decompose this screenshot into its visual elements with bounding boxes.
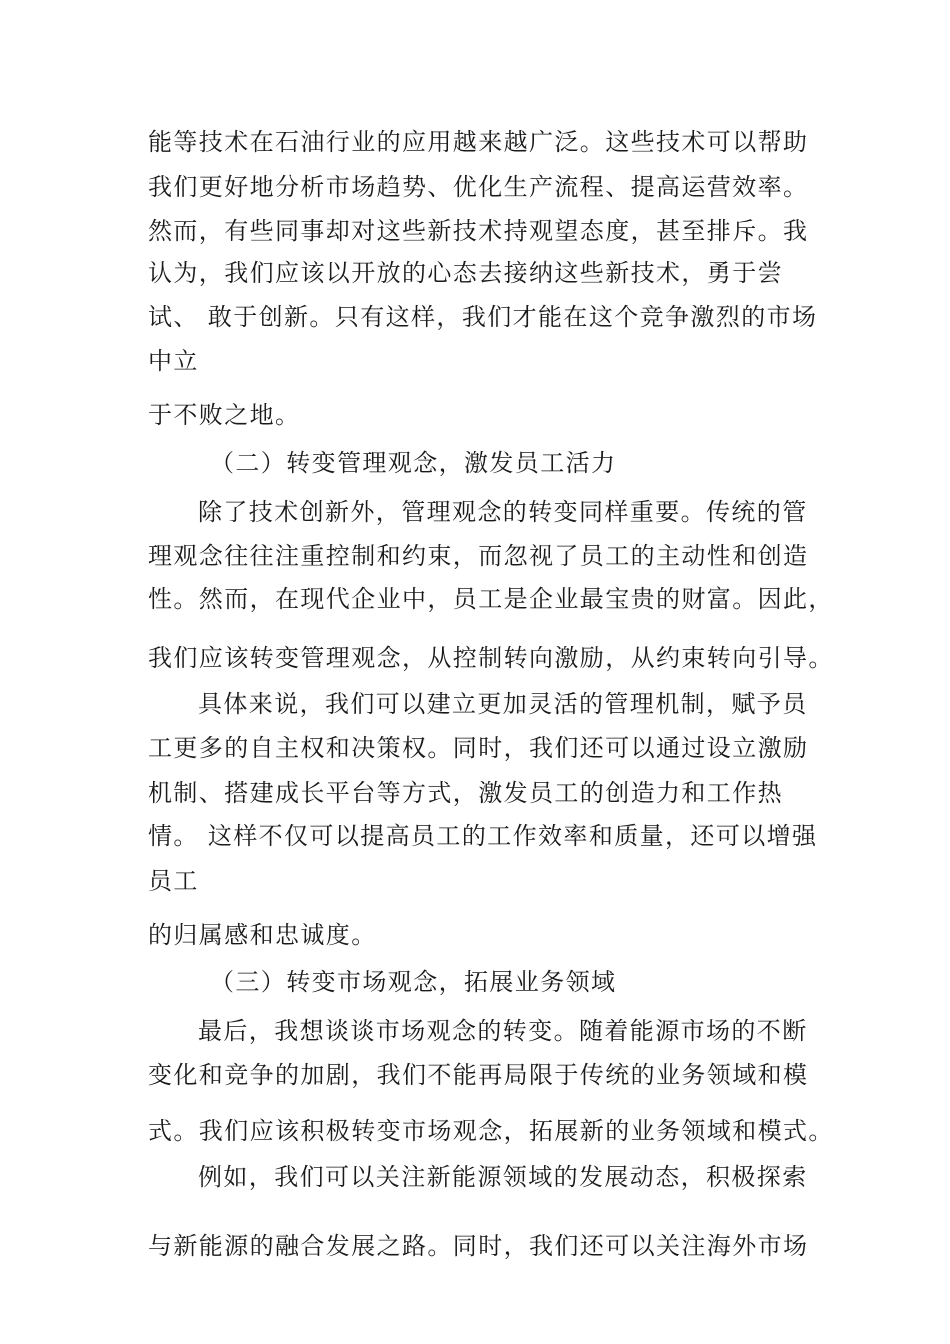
paragraph-line: 式。我们应该积极转变市场观念，拓展新的业务领域和模式。 (148, 1117, 834, 1145)
paragraph-line: 变化和竞争的加剧，我们不能再局限于传统的业务领域和模 (148, 1061, 809, 1089)
paragraph-line: 能等技术在石油行业的应用越来越广泛。这些技术可以帮助 (148, 128, 809, 156)
paragraph-line: 具体来说，我们可以建立更加灵活的管理机制，赋予员 (198, 690, 808, 718)
paragraph-line: 与新能源的融合发展之路。同时，我们还可以关注海外市场 (148, 1232, 809, 1260)
paragraph-line: 理观念往往注重控制和约束，而忽视了员工的主动性和创造 (148, 542, 809, 570)
paragraph-line: 员工 (148, 867, 199, 895)
paragraph-line: 情。 这样不仅可以提高员工的工作效率和质量，还可以增强 (148, 822, 818, 850)
paragraph-line: 中立 (148, 347, 199, 375)
paragraph-line: 除了技术创新外，管理观念的转变同样重要。传统的管 (198, 498, 808, 526)
paragraph-line: 认为，我们应该以开放的心态去接纳这些新技术，勇于尝 (148, 259, 783, 287)
paragraph-line: 工更多的自主权和决策权。同时，我们还可以通过设立激励 (148, 734, 809, 762)
paragraph-line: 于不败之地。 (148, 401, 301, 429)
paragraph-line: 我们应该转变管理观念，从控制转向激励，从约束转向引导。 (148, 644, 834, 672)
paragraph-line: 机制、搭建成长平台等方式，激发员工的创造力和工作热 (148, 779, 783, 807)
paragraph-line: 试、 敢于创新。只有这样，我们才能在这个竞争激烈的市场 (148, 303, 818, 331)
paragraph-line: 我们更好地分析市场趋势、优化生产流程、提高运营效率。 (148, 173, 809, 201)
section-heading-3: （三）转变市场观念，拓展业务领域 (210, 968, 617, 996)
paragraph-line: 性。然而，在现代企业中，员工是企业最宝贵的财富。因此， (148, 585, 834, 613)
paragraph-line: 例如，我们可以关注新能源领域的发展动态，积极探索 (198, 1163, 808, 1191)
paragraph-line: 最后，我想谈谈市场观念的转变。随着能源市场的不断 (198, 1017, 808, 1045)
paragraph-line: 然而，有些同事却对这些新技术持观望态度，甚至排斥。我 (148, 217, 809, 245)
section-heading-2: （二）转变管理观念，激发员工活力 (210, 449, 617, 477)
paragraph-line: 的归属感和忠诚度。 (148, 921, 377, 949)
